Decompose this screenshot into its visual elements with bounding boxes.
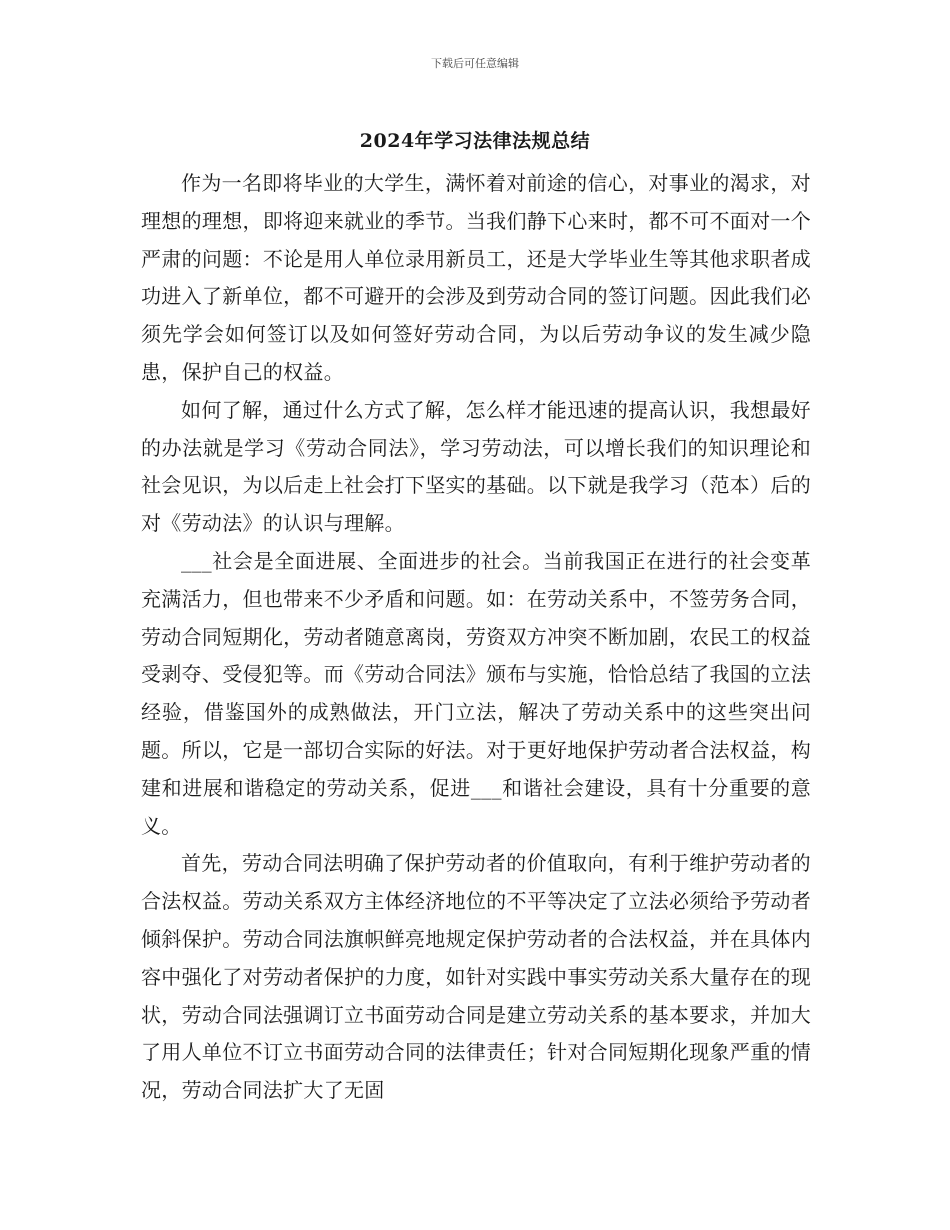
document-body xyxy=(141,165,811,1110)
paragraph-learning-method: 如何了解，通过什么方式了解，怎么样才能迅速的提高认识，我想最好的办法就是学习《劳动合同法》，学习劳动法，可以增长我们的知识理论和社会见识，为以后走上社会打下坚实的基础。以下就是我学习（范本）后的对《劳动法》的认识与理解。 xyxy=(141,397,811,536)
paragraph-first-point: 首先，劳动合同法明确了保护劳动者的价值取向，有利于维护劳动者的合法权益。劳动关系双方主体经济地位的不平等决定了立法必须给予劳动者倾斜保护。劳动合同法旗帜鲜亮地规定保护劳动者的合法权益，并在具体内容中强化了对劳动者保护的力度，如针对实践中事实劳动关系大量存在的现状，劳动合同法强调订立书面劳动合同是建立劳动关系的基本要求，并加大了用人单位不订立书面劳动合同的法律责任；针对合同短期化现象严重的情况，劳动合同法扩大了无固 xyxy=(141,851,811,1103)
document-title: 2024年学习法律法规总结 xyxy=(359,130,591,152)
paragraph-intro: 作为一名即将毕业的大学生，满怀着对前途的信心，对事业的渴求，对理想的理想，即将迎来就业的季节。当我们静下心来时，都不可不面对一个严肃的问题：不论是用人单位录用新员工，还是大学毕业生等其他求职者成功进入了新单位，都不可避开的会涉及到劳动合同的签订问题。因此我们必须先学会如何签订以及如何签好劳动合同，为以后劳动争议的发生减少隐患，保护自己的权益。 xyxy=(141,171,811,384)
paragraph-social-context: ___社会是全面进展、全面进步的社会。当前我国正在进行的社会变革充满活力，但也带来不少矛盾和问题。如：在劳动关系中，不签劳务合同，劳动合同短期化，劳动者随意离岗，劳资双方冲突不断加剧，农民工的权益受剥夺、受侵犯等。而《劳动合同法》颁布与实施，恰恰总结了我国的立法经验，借鉴国外的成熟做法，开门立法，解决了劳动关系中的这些突出问题。所以，它是一部切合实际的好法。对于更好地保护劳动者合法权益，构建和进展和谐稳定的劳动关系，促进___和谐社会建设，具有十分重要的意义。 xyxy=(141,548,811,838)
header-note: 下载后可任意编辑 xyxy=(431,57,519,70)
